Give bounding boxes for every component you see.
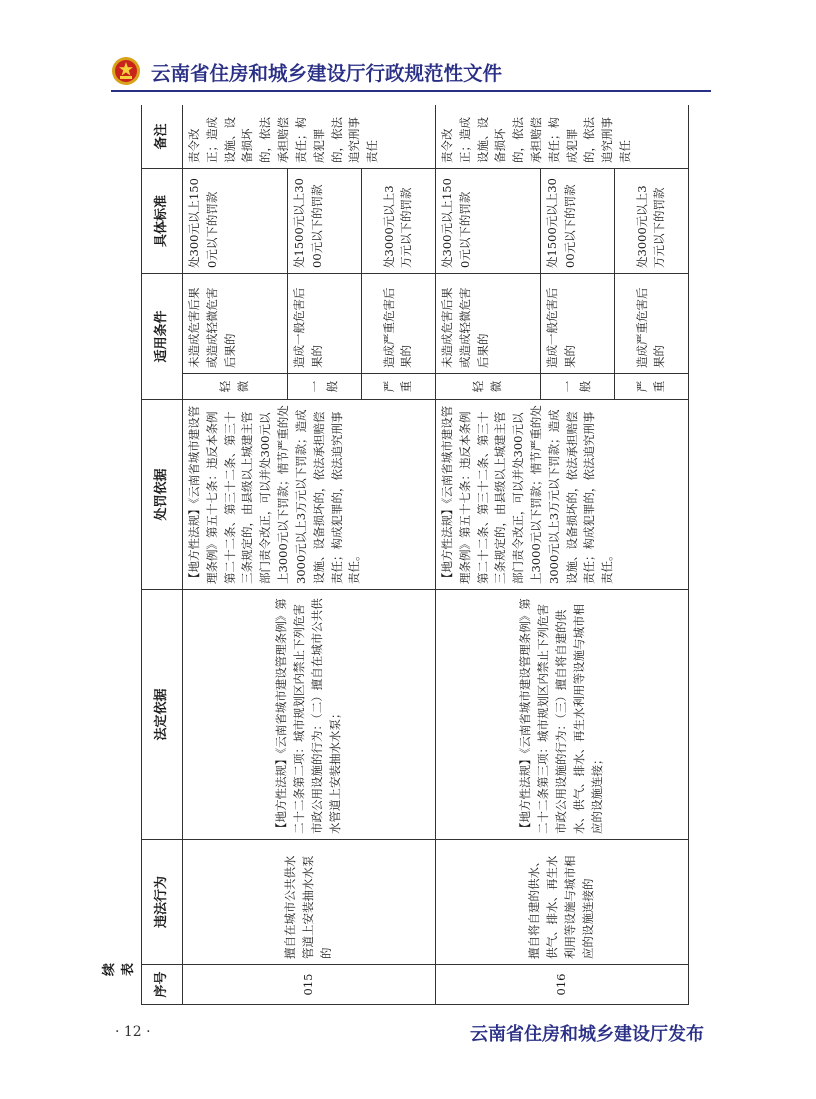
row-remarks: 责令改正；造成设施、设备损坏的，依法承担赔偿责任；构成犯罪的，依法追究刑事责任: [183, 105, 436, 168]
row-act: 擅自将自建的供水、供气、排水、再生水利用等设施与城市相应的设施连接的: [435, 840, 688, 965]
row-condition: 造成一般危害后果的: [540, 273, 614, 373]
national-emblem-icon: [111, 56, 141, 86]
row-act: 擅自在城市公共供水管道上安装抽水水泵的: [183, 840, 436, 965]
row-seq: 016: [435, 965, 688, 1005]
row-condition: 造成一般危害后果的: [287, 273, 361, 373]
col-header-seq: 序号: [142, 965, 183, 1005]
row-standard: 处300元以上1500元以下的罚款: [183, 168, 288, 273]
row-condition: 造成严重危害后果的: [614, 273, 688, 373]
col-header-penalty-basis: 处罚依据: [142, 400, 183, 590]
col-header-condition: 适用条件: [142, 273, 183, 399]
col-header-remarks: 备注: [142, 105, 183, 168]
header-rule: [111, 90, 711, 92]
document-header: [111, 50, 711, 94]
severity-level: 严重: [361, 374, 435, 400]
col-header-standard: 具体标准: [142, 168, 183, 273]
table-row: [435, 105, 540, 1005]
row-condition: 未造成危害后果或造成轻微危害后果的: [435, 273, 540, 373]
table-row: [183, 105, 288, 1005]
severity-level: 一般: [540, 374, 614, 400]
severity-level: 轻微: [435, 374, 540, 400]
header-title: 云南省住房和城乡建设厅行政规范性文件: [151, 62, 503, 85]
row-penalty-basis: 【地方性法规】《云南省城市建设管理条例》第五十七条：违反本条例第二十二条、第三十二条、第三十三条规定的，由县级以上城建主管部门责令改正，可以并处300元以上3000元以下罚款；情节严重的处3000元以上3万元以下罚款；造成设施、设备损坏的，依法承担赔偿责任；构成犯罪的，依法追究刑事责任。: [435, 400, 688, 590]
penalty-standards-table: [141, 105, 689, 1005]
penalty-table-wrapper: [141, 105, 689, 1005]
page-number: · 12 ·: [115, 1024, 151, 1040]
row-condition: 未造成危害后果或造成轻微危害后果的: [183, 273, 288, 373]
severity-level: 轻微: [183, 374, 288, 400]
row-penalty-basis: 【地方性法规】《云南省城市建设管理条例》第五十七条：违反本条例第二十二条、第三十二条、第三十三条规定的，由县级以上城建主管部门责令改正，可以并处300元以上3000元以下罚款；情节严重的处3000元以上3万元以下罚款；造成设施、设备损坏的，依法承担赔偿责任；构成犯罪的，依法追究刑事责任。: [183, 400, 436, 590]
row-standard: 处300元以上1500元以下的罚款: [435, 168, 540, 273]
row-standard: 处1500元以上3000元以下的罚款: [287, 168, 361, 273]
col-header-legal-basis: 法定依据: [142, 590, 183, 840]
table-header-row: [142, 105, 183, 1005]
col-header-act: 违法行为: [142, 840, 183, 965]
row-remarks: 责令改正；造成设施、设备损坏的，依法承担赔偿责任；构成犯罪的，依法追究刑事责任: [435, 105, 688, 168]
severity-level: 严重: [614, 374, 688, 400]
severity-level: 一般: [287, 374, 361, 400]
continued-label: 续表: [102, 962, 136, 976]
row-legal-basis: 【地方性法规】《云南省城市建设管理条例》第二十二条第三项：城市规划区内禁止下列危害市政公用设施的行为：（三）擅自将自建的供水、供气、排水、再生水利用等设施与城市相应的设施连接；: [435, 590, 688, 840]
row-condition: 造成严重危害后果的: [361, 273, 435, 373]
row-standard: 处1500元以上3000元以下的罚款: [540, 168, 614, 273]
row-seq: 015: [183, 965, 436, 1005]
row-standard: 处3000元以上3万元以下的罚款: [614, 168, 688, 273]
publisher-label: 云南省住房和城乡建设厅发布: [470, 1024, 704, 1045]
row-legal-basis: 【地方性法规】《云南省城市建设管理条例》第二十二条第二项：城市规划区内禁止下列危害市政公用设施的行为：（二）擅自在城市公共供水管道上安装抽水水泵；: [183, 590, 436, 840]
row-standard: 处3000元以上3万元以下的罚款: [361, 168, 435, 273]
